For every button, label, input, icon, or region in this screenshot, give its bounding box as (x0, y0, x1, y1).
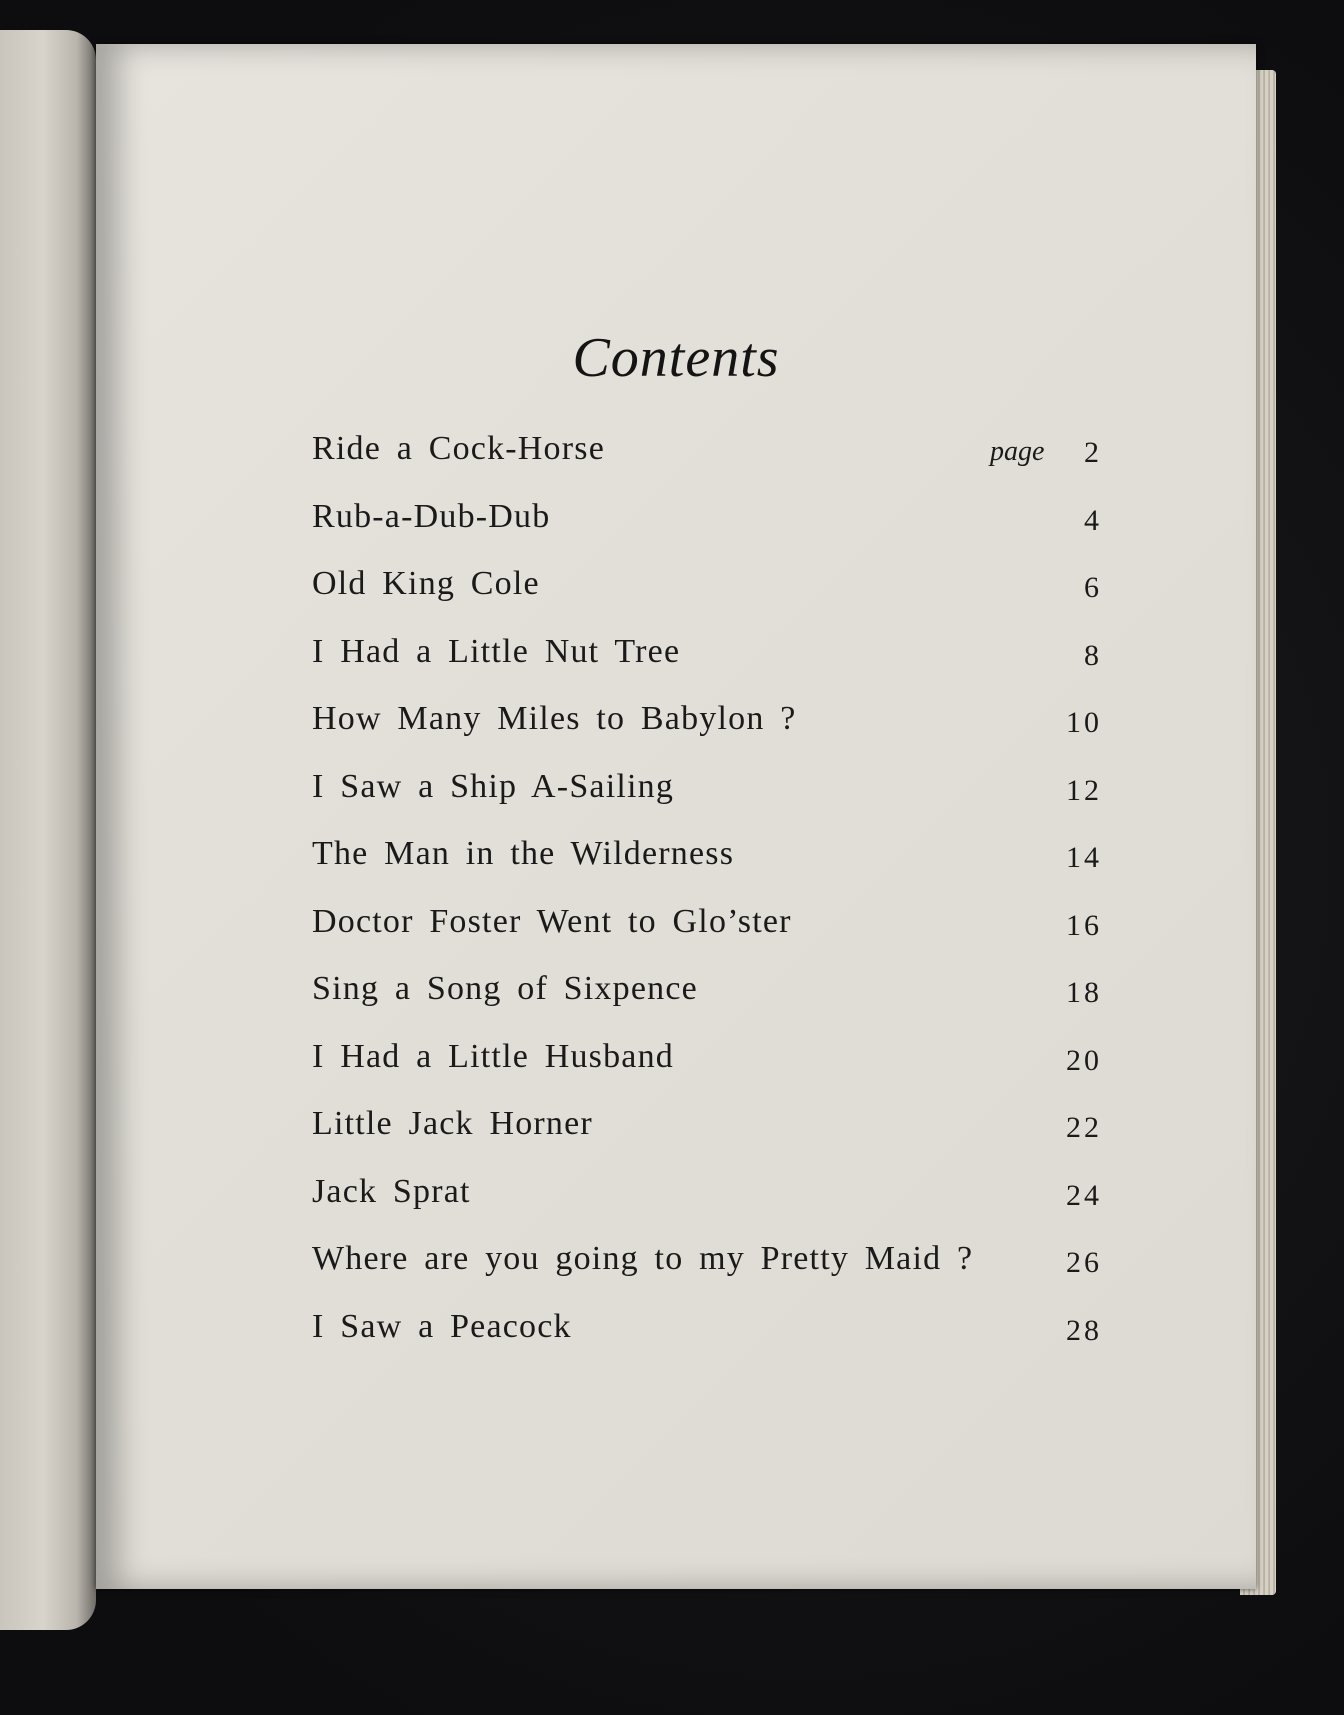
entry-title: Ride a Cock-Horse (312, 430, 605, 467)
entry-page-number: 28 (1066, 1313, 1102, 1347)
entry-page-number: 16 (1066, 908, 1102, 942)
contents-list (312, 430, 1102, 1375)
contents-heading: Contents (572, 327, 780, 389)
contents-entry (312, 903, 1102, 971)
entry-title: Rub-a-Dub-Dub (312, 497, 551, 535)
entry-title: I Saw a Ship A-Sailing (312, 767, 675, 805)
contents-entry (312, 1173, 1102, 1241)
entry-page-number: 8 (1084, 638, 1102, 672)
entry-page-number: 2 (1084, 436, 1102, 469)
entry-page-number: 14 (1066, 841, 1102, 874)
entry-page-number: 10 (1066, 706, 1102, 739)
entry-page-number: 22 (1066, 1111, 1102, 1144)
entry-page-number: 26 (1066, 1246, 1102, 1279)
contents-entry (312, 565, 1102, 633)
entry-page-number: 6 (1084, 571, 1102, 604)
contents-page (96, 44, 1256, 1589)
page-label: page (990, 436, 1045, 467)
contents-entry (312, 700, 1102, 768)
entry-title: Sing a Song of Sixpence (312, 970, 698, 1007)
contents-entry (312, 1105, 1102, 1173)
contents-entry (312, 633, 1102, 701)
entry-title: Little Jack Horner (312, 1105, 593, 1142)
entry-page-number: 12 (1066, 773, 1102, 807)
entry-title: The Man in the Wilderness (312, 835, 735, 872)
contents-entry (312, 430, 1102, 498)
contents-entry (312, 1038, 1102, 1106)
entry-title: Doctor Foster Went to Glo’ster (312, 902, 792, 940)
entry-title: I Had a Little Nut Tree (312, 632, 681, 670)
contents-entry (312, 835, 1102, 903)
entry-page-number: 24 (1066, 1178, 1102, 1212)
entry-page-number: 20 (1066, 1043, 1102, 1077)
entry-title: I Had a Little Husband (312, 1037, 674, 1075)
entry-page-number: 4 (1084, 503, 1102, 537)
left-page-edge (0, 30, 96, 1630)
entry-title: Old King Cole (312, 565, 540, 602)
contents-entry (312, 970, 1102, 1038)
contents-entry (312, 1308, 1102, 1376)
entry-title: How Many Miles to Babylon ? (312, 700, 797, 737)
contents-entry (312, 1240, 1102, 1308)
contents-entry (312, 768, 1102, 836)
entry-title: I Saw a Peacock (312, 1307, 572, 1345)
contents-entry (312, 498, 1102, 566)
entry-title: Where are you going to my Pretty Maid ? (312, 1240, 974, 1277)
entry-page-number: 18 (1066, 976, 1102, 1009)
entry-title: Jack Sprat (312, 1172, 471, 1210)
